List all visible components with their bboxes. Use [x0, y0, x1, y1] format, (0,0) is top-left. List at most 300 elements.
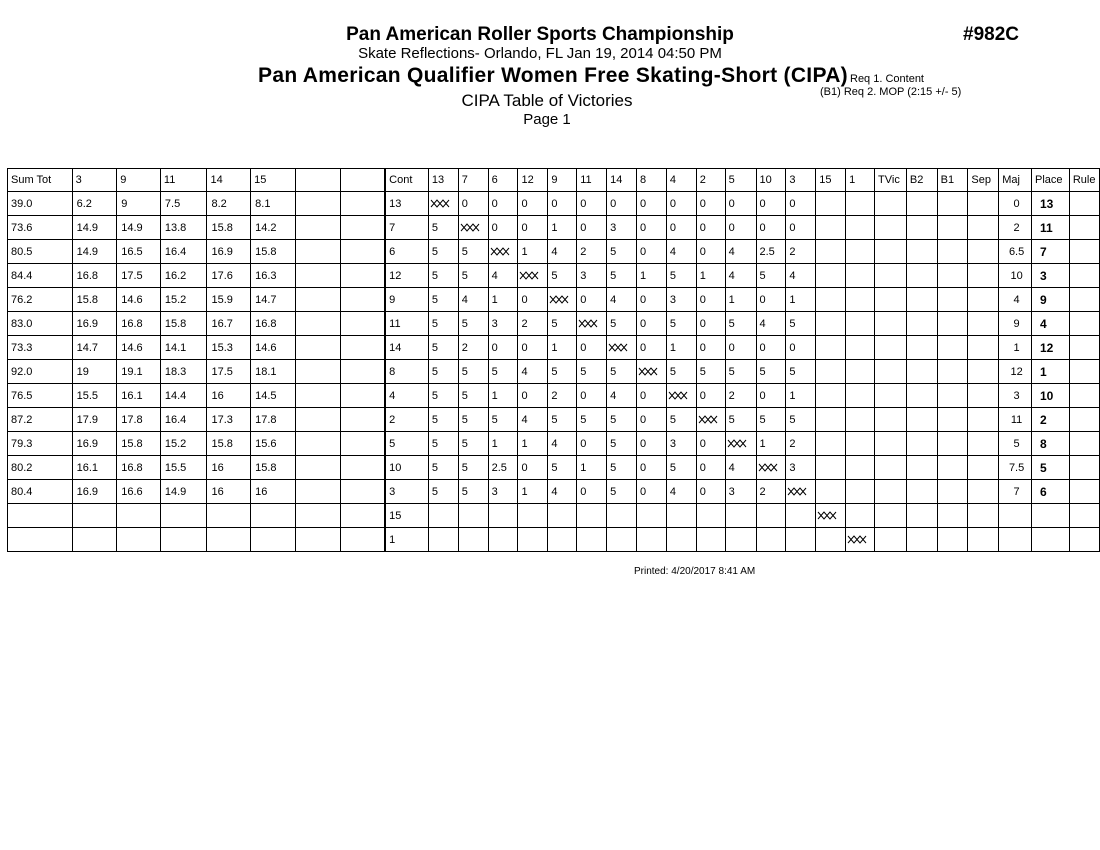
self-comparison-cell	[577, 312, 607, 336]
victory-cell	[816, 408, 846, 432]
score-cell	[295, 528, 340, 552]
requirement-1: Req 1. Content	[850, 73, 924, 85]
score-cell: 16.8	[72, 264, 117, 288]
victory-cell	[937, 360, 968, 384]
victory-cell	[488, 504, 518, 528]
victory-cell: 5	[786, 408, 816, 432]
score-cell: 17.5	[207, 360, 251, 384]
table-row	[8, 408, 1100, 432]
victory-cell	[816, 336, 846, 360]
score-cell	[340, 336, 384, 360]
victory-cell	[875, 384, 907, 408]
victory-cell	[1069, 312, 1099, 336]
victory-cell: 0	[488, 216, 518, 240]
victory-cell	[577, 528, 607, 552]
victory-cell: 11	[386, 312, 429, 336]
score-cell: 6.2	[72, 192, 117, 216]
victory-cell: 5	[428, 384, 458, 408]
score-cell: 76.2	[8, 288, 73, 312]
score-cell: 15.9	[207, 288, 251, 312]
score-cell: 14.6	[251, 336, 296, 360]
victory-cell	[906, 264, 937, 288]
score-cell	[251, 504, 296, 528]
victory-cell: 0	[577, 432, 607, 456]
score-cell	[295, 288, 340, 312]
victory-cell	[968, 240, 999, 264]
column-header: 13	[428, 169, 458, 192]
victory-cell: 3	[488, 480, 518, 504]
victory-cell: 0	[637, 408, 667, 432]
victory-cell: 5	[548, 264, 577, 288]
score-cell: 19	[72, 360, 117, 384]
victory-cell	[816, 192, 846, 216]
table-header-row	[8, 169, 1100, 192]
score-cell: 16.8	[117, 456, 161, 480]
victory-cell: 0	[518, 456, 548, 480]
self-comparison-mark	[668, 391, 690, 400]
victory-cell	[846, 192, 875, 216]
score-cell: 80.4	[8, 480, 73, 504]
victory-cell: 0	[696, 288, 725, 312]
table-row	[8, 216, 1100, 240]
victory-cell: 5	[428, 312, 458, 336]
score-cell: 18.3	[160, 360, 207, 384]
victory-cell	[428, 504, 458, 528]
victory-cell: 0	[637, 192, 667, 216]
victory-cell	[816, 312, 846, 336]
victory-cell	[968, 432, 999, 456]
victory-cell: 5	[725, 312, 756, 336]
score-cell	[340, 360, 384, 384]
victory-cell: 1	[386, 528, 429, 552]
self-comparison-mark	[608, 343, 630, 352]
victory-cell: 2.5	[756, 240, 786, 264]
victory-cell: 0	[696, 456, 725, 480]
score-cell	[340, 312, 384, 336]
score-cell: 16.3	[251, 264, 296, 288]
victory-cell: 6	[386, 240, 429, 264]
victory-cell	[846, 216, 875, 240]
column-header	[340, 169, 384, 192]
victory-cell: 5	[458, 264, 488, 288]
victory-cell	[968, 288, 999, 312]
column-header: 12	[518, 169, 548, 192]
score-cell: 14.4	[160, 384, 207, 408]
victory-cell: 3	[577, 264, 607, 288]
column-header: 7	[458, 169, 488, 192]
self-comparison-cell	[428, 192, 458, 216]
victory-cell	[968, 384, 999, 408]
victory-cell	[875, 312, 907, 336]
victory-cell: 4	[386, 384, 429, 408]
score-cell	[340, 528, 384, 552]
victory-cell	[906, 240, 937, 264]
victory-cell	[906, 456, 937, 480]
score-cell: 16.8	[251, 312, 296, 336]
score-cell: 16	[207, 384, 251, 408]
victory-cell	[816, 264, 846, 288]
victory-cell: 2	[548, 384, 577, 408]
place-cell: 2	[1031, 408, 1069, 432]
victory-cell: 4	[548, 240, 577, 264]
victory-cell: 5	[428, 360, 458, 384]
score-cell	[117, 528, 161, 552]
victory-cell: 7	[999, 480, 1032, 504]
score-cell	[295, 360, 340, 384]
victory-cell	[846, 312, 875, 336]
victory-cell: 5	[428, 456, 458, 480]
victory-cell	[816, 456, 846, 480]
score-cell	[295, 312, 340, 336]
score-cell: 14.9	[72, 240, 117, 264]
victory-cell	[846, 240, 875, 264]
victory-cell: 0	[518, 336, 548, 360]
victory-cell: 10	[999, 264, 1032, 288]
victory-cell: 4	[607, 384, 637, 408]
victory-cell	[1069, 360, 1099, 384]
score-cell: 16.1	[72, 456, 117, 480]
place-cell: 11	[1031, 216, 1069, 240]
score-cell: 14.7	[251, 288, 296, 312]
victory-cell: 0	[637, 336, 667, 360]
score-cell: 15.8	[251, 240, 296, 264]
score-cell: 16	[207, 456, 251, 480]
victory-cell: 5	[428, 216, 458, 240]
victory-cell	[1069, 528, 1099, 552]
victory-cell	[458, 504, 488, 528]
score-cell: 83.0	[8, 312, 73, 336]
victory-cell: 5	[666, 408, 696, 432]
score-cell: 84.4	[8, 264, 73, 288]
place-cell	[1031, 528, 1069, 552]
victory-cell: 0	[696, 216, 725, 240]
victory-cell: 5	[488, 360, 518, 384]
victory-cell: 0	[518, 192, 548, 216]
victory-cell	[875, 288, 907, 312]
score-cell: 14.7	[72, 336, 117, 360]
victory-cell	[846, 336, 875, 360]
victory-cell	[875, 192, 907, 216]
victory-cell: 6.5	[999, 240, 1032, 264]
score-cell: 17.9	[72, 408, 117, 432]
victory-cell: 5	[428, 288, 458, 312]
victory-cell: 1	[786, 288, 816, 312]
victory-cell: 9	[386, 288, 429, 312]
column-header: 5	[725, 169, 756, 192]
report-title: Pan American Roller Sports Championship	[346, 24, 734, 45]
victory-cell: 5	[548, 408, 577, 432]
victory-cell: 0	[637, 456, 667, 480]
victory-cell: 4	[518, 360, 548, 384]
victory-cell	[937, 264, 968, 288]
score-cell: 16.8	[117, 312, 161, 336]
victory-cell: 2	[386, 408, 429, 432]
victory-cell	[875, 240, 907, 264]
place-cell: 12	[1031, 336, 1069, 360]
column-header: 9	[117, 169, 161, 192]
victory-cell	[875, 528, 907, 552]
victory-cell: 9	[999, 312, 1032, 336]
victory-cell: 5	[756, 264, 786, 288]
score-cell	[340, 288, 384, 312]
victory-cell	[937, 528, 968, 552]
score-cell: 15.2	[160, 288, 207, 312]
victory-cell: 4	[488, 264, 518, 288]
place-cell	[1031, 504, 1069, 528]
victory-cell: 5	[428, 480, 458, 504]
score-cell	[295, 192, 340, 216]
victory-cell	[1069, 288, 1099, 312]
event-name: Pan American Qualifier Women Free Skating-Short (CIPA)	[258, 64, 848, 87]
column-header: 10	[756, 169, 786, 192]
victory-cell: 5	[696, 360, 725, 384]
victory-cell	[846, 408, 875, 432]
victory-cell: 0	[696, 312, 725, 336]
score-cell: 16.9	[72, 312, 117, 336]
table-row	[8, 192, 1100, 216]
victory-cell: 4	[666, 480, 696, 504]
victory-cell: 4	[548, 480, 577, 504]
self-comparison-cell	[756, 456, 786, 480]
victory-cell	[875, 480, 907, 504]
victory-cell: 5	[488, 408, 518, 432]
victory-cell: 2	[999, 216, 1032, 240]
victory-cell: 5	[577, 360, 607, 384]
victory-cell	[577, 504, 607, 528]
score-cell: 8.1	[251, 192, 296, 216]
score-cell	[295, 480, 340, 504]
self-comparison-mark	[727, 439, 749, 448]
score-cell: 15.8	[251, 456, 296, 480]
victory-cell: 1	[488, 288, 518, 312]
victory-cell: 1	[696, 264, 725, 288]
score-cell: 14.5	[251, 384, 296, 408]
victory-cell: 0	[637, 288, 667, 312]
table-row	[8, 288, 1100, 312]
column-header: 3	[786, 169, 816, 192]
victory-cell: 5	[666, 312, 696, 336]
table-title: CIPA Table of Victories	[461, 91, 633, 110]
victory-cell: 2	[756, 480, 786, 504]
victory-cell: 0	[725, 336, 756, 360]
table-row	[8, 432, 1100, 456]
victory-cell	[875, 216, 907, 240]
victory-cell: 5	[607, 480, 637, 504]
self-comparison-mark	[519, 271, 541, 280]
victory-cell	[906, 504, 937, 528]
victory-cell: 3	[999, 384, 1032, 408]
victory-cell	[968, 216, 999, 240]
self-comparison-cell	[637, 360, 667, 384]
score-cell: 16.2	[160, 264, 207, 288]
score-cell	[295, 216, 340, 240]
victory-cell	[906, 288, 937, 312]
victory-cell: 2	[458, 336, 488, 360]
victory-cell: 0	[577, 216, 607, 240]
victory-cell	[428, 528, 458, 552]
victory-cell	[458, 528, 488, 552]
victory-cell	[1069, 432, 1099, 456]
victory-cell: 5	[428, 264, 458, 288]
victory-cell: 1	[548, 336, 577, 360]
column-header: 2	[696, 169, 725, 192]
victory-cell: 3	[607, 216, 637, 240]
score-cell: 15.8	[117, 432, 161, 456]
score-cell	[117, 504, 161, 528]
victory-cell	[548, 504, 577, 528]
victory-cell: 5	[548, 360, 577, 384]
victory-cell	[1069, 408, 1099, 432]
score-cell: 17.6	[207, 264, 251, 288]
victory-cell: 0	[756, 288, 786, 312]
score-cell	[8, 528, 73, 552]
victory-cell: 1	[577, 456, 607, 480]
victory-cell	[875, 264, 907, 288]
victory-cell: 0	[637, 216, 667, 240]
self-comparison-mark	[638, 367, 660, 376]
victory-cell: 5	[577, 408, 607, 432]
self-comparison-cell	[458, 216, 488, 240]
self-comparison-mark	[578, 319, 600, 328]
score-cell: 16	[207, 480, 251, 504]
victory-cell: 15	[386, 504, 429, 528]
victory-cell	[999, 528, 1032, 552]
victory-cell: 13	[386, 192, 429, 216]
victory-cell: 5	[725, 360, 756, 384]
victory-cell	[906, 192, 937, 216]
self-comparison-mark	[460, 223, 482, 232]
score-cell	[8, 504, 73, 528]
score-cell: 15.8	[207, 432, 251, 456]
victory-cell: 3	[666, 432, 696, 456]
victory-cell: 0	[786, 216, 816, 240]
self-comparison-mark	[698, 415, 720, 424]
score-cell: 87.2	[8, 408, 73, 432]
victory-cell: 0	[637, 384, 667, 408]
victory-cell: 10	[386, 456, 429, 480]
self-comparison-mark	[430, 199, 452, 208]
self-comparison-cell	[725, 432, 756, 456]
score-cell: 15.6	[251, 432, 296, 456]
place-cell: 5	[1031, 456, 1069, 480]
column-header: 1	[846, 169, 875, 192]
score-cell: 80.2	[8, 456, 73, 480]
victory-cell	[1069, 192, 1099, 216]
victory-cell: 5	[666, 264, 696, 288]
column-header: 11	[160, 169, 207, 192]
victory-cell: 4	[548, 432, 577, 456]
score-cell	[160, 504, 207, 528]
self-comparison-mark	[490, 247, 512, 256]
victory-cell: 5	[756, 360, 786, 384]
column-header	[295, 169, 340, 192]
victory-cell	[937, 456, 968, 480]
victory-cell: 4	[518, 408, 548, 432]
victory-cell: 5	[548, 456, 577, 480]
victory-cell	[518, 528, 548, 552]
column-header: 6	[488, 169, 518, 192]
victory-cell: 3	[488, 312, 518, 336]
victory-cell: 4	[725, 264, 756, 288]
column-header: Rule	[1069, 169, 1099, 192]
victory-cell	[937, 336, 968, 360]
victory-cell	[846, 360, 875, 384]
victory-cell	[968, 408, 999, 432]
table-row	[8, 240, 1100, 264]
victory-cell: 0	[518, 216, 548, 240]
victory-cell: 0	[518, 288, 548, 312]
victory-cell	[756, 504, 786, 528]
column-header: 9	[548, 169, 577, 192]
column-header: 4	[666, 169, 696, 192]
victory-cell	[1069, 240, 1099, 264]
victory-cell	[1069, 504, 1099, 528]
victory-cell: 0	[756, 336, 786, 360]
victory-cell: 7	[386, 216, 429, 240]
victory-cell: 5	[428, 432, 458, 456]
victory-cell: 1	[666, 336, 696, 360]
victory-cell: 4	[607, 288, 637, 312]
victory-cell	[846, 384, 875, 408]
victory-cell	[816, 480, 846, 504]
victory-cell	[1069, 480, 1099, 504]
score-cell: 17.8	[251, 408, 296, 432]
victory-cell: 2	[518, 312, 548, 336]
score-cell	[340, 384, 384, 408]
table-row	[8, 384, 1100, 408]
victory-cell: 5	[428, 408, 458, 432]
self-comparison-cell	[846, 528, 875, 552]
victory-cell	[906, 336, 937, 360]
victory-cell: 5	[999, 432, 1032, 456]
score-cell	[340, 240, 384, 264]
victory-cell: 11	[999, 408, 1032, 432]
score-cell	[340, 480, 384, 504]
victories-table	[7, 168, 1100, 552]
victory-cell: 7.5	[999, 456, 1032, 480]
score-cell: 15.5	[160, 456, 207, 480]
score-cell: 8.2	[207, 192, 251, 216]
victory-cell: 2	[786, 240, 816, 264]
victory-cell	[548, 528, 577, 552]
score-cell	[72, 504, 117, 528]
score-cell	[295, 264, 340, 288]
victory-cell	[756, 528, 786, 552]
score-cell: 73.3	[8, 336, 73, 360]
victory-cell: 0	[725, 192, 756, 216]
victory-cell: 8	[386, 360, 429, 384]
victory-cell	[906, 360, 937, 384]
victory-cell	[968, 336, 999, 360]
victory-cell: 5	[786, 312, 816, 336]
self-comparison-cell	[666, 384, 696, 408]
score-cell	[295, 504, 340, 528]
table-row	[8, 264, 1100, 288]
victory-cell	[937, 312, 968, 336]
victory-cell	[968, 312, 999, 336]
score-cell: 16	[251, 480, 296, 504]
self-comparison-mark	[787, 487, 809, 496]
victory-cell	[816, 528, 846, 552]
victory-cell: 5	[458, 432, 488, 456]
column-header: Sum Tot	[8, 169, 73, 192]
table-row	[8, 312, 1100, 336]
victory-cell: 5	[428, 336, 458, 360]
column-header: Sep	[968, 169, 999, 192]
victory-cell	[875, 432, 907, 456]
victory-cell	[906, 408, 937, 432]
score-cell	[340, 504, 384, 528]
